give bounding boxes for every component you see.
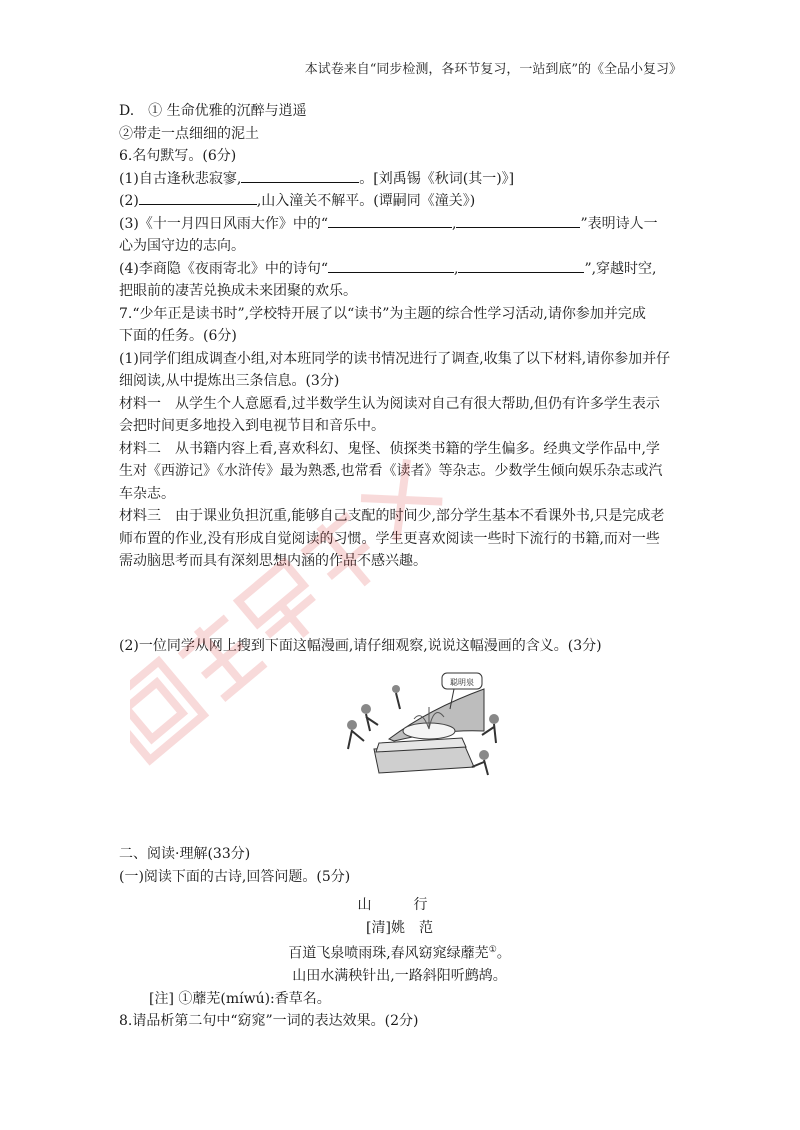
q7-material3-line3: 需动脑思考而具有深刻思想内涵的作品不感兴趣。: [119, 553, 427, 569]
poem-note: [注] ①蘼芜(míwú):香草名。: [149, 990, 331, 1007]
q7-material2-line3: 车杂志。: [119, 485, 175, 502]
q6-item-3-comma: ,: [452, 215, 457, 232]
q6-item-4: [119, 258, 680, 281]
q6-item-2-text: ,山入潼关不解平。(谭嗣同《潼关》): [256, 193, 476, 209]
section2-part1-intro: (一)阅读下面的古诗,回答问题。(5分): [119, 868, 351, 885]
q6-item-2-num: (2): [119, 193, 139, 209]
q6-item-4-cont: 把眼前的凄苦兑换成未来团聚的欢乐。: [119, 283, 357, 299]
poem-title: 山 行: [357, 897, 442, 913]
q7-material3-line1: 材料三 由于课业负担沉重,能够自己支配的时间少,部分学生基本不看课外书,只是完成老: [119, 508, 665, 524]
q6-item-3: [119, 213, 680, 236]
q7-task1-line2: 细阅读,从中提炼出三条信息。(3分): [119, 373, 340, 389]
q7-material3-line2: 师布置的作业,没有形成自觉阅读的习惯。学生更喜欢阅读一些时下流行的书籍,而对一些: [119, 530, 660, 547]
q6-blank-3b[interactable]: [456, 213, 580, 228]
poem-author: [清]姚 范: [366, 919, 433, 936]
q5-option-d-line2: ②带走一点细细的泥土: [119, 125, 259, 142]
q7-title-line1: 7.“少年正是读书时”,学校特开展了以“读书”为主题的综合性学习活动,请你参加并完成: [119, 305, 646, 322]
q6-blank-3a[interactable]: [328, 213, 452, 228]
poem-line-2: 山田水满秧针出,一路斜阳听鹧鸪。: [292, 968, 507, 985]
q6-item-1-text: (1)自古逢秋悲寂寥,: [119, 170, 242, 187]
poem-footnote-mark: ①: [488, 945, 497, 955]
q7-material2-line1: 材料二 从书籍内容上看,喜欢科幻、鬼怪、侦探类书籍的学生偏多。经典文学作品中,学: [119, 440, 660, 457]
q6-item-3-tail: ”表明诗人一: [580, 215, 658, 232]
q6-blank-2[interactable]: [139, 190, 257, 205]
cartoon-image: [334, 669, 514, 779]
q6-item-3-cont: 心为国守边的志向。: [119, 238, 245, 254]
section2-heading: 二、阅读·理解(33分): [119, 846, 251, 862]
exam-body: [119, 100, 680, 1033]
q7-material1-line1: 材料一 从学生个人意愿看,过半数学生认为阅读对自己有很大帮助,但仍有许多学生表示: [119, 395, 660, 412]
q5-option-d-line1: D. ① 生命优雅的沉醉与逍遥: [119, 103, 307, 119]
q6-blank-4b[interactable]: [458, 258, 584, 273]
poem-line-1-text: 百道飞泉喷雨珠,春风窈窕绿蘼芜: [288, 945, 489, 962]
q7-title-line2: 下面的任务。(6分): [119, 328, 237, 344]
q6-blank-1[interactable]: [241, 168, 359, 183]
poem-line-1-end: 。: [496, 945, 511, 962]
cartoon-drawing: [334, 669, 514, 779]
q6-item-4-tail: ”,穿越时空,: [584, 260, 657, 277]
q8-question: 8.请品析第二句中“窈窕”一词的表达效果。(2分): [119, 1013, 419, 1030]
q6-blank-4a[interactable]: [328, 258, 454, 273]
q6-item-2: [119, 190, 680, 213]
q6-title: 6.名句默写。(6分): [119, 148, 237, 164]
q7-task2: (2)一位同学从网上搜到下面这幅漫画,请仔细观察,说说这幅漫画的含义。(3分): [119, 637, 602, 654]
cartoon-sign-text: 聪明泉: [450, 678, 474, 687]
q7-material1-line2: 会把时间更多地投入到电视节目和音乐中。: [119, 418, 385, 434]
q6-item-4-text: (4)李商隐《夜雨寄北》中的诗句“: [119, 260, 328, 277]
page-header: 本试卷来自“同步检测，各环节复习，一站到底”的《全品小复习》: [304, 62, 682, 77]
poem-line-1: [119, 939, 680, 965]
q7-material2-line2: 生对《西游记》《水浒传》最为熟悉,也常看《读者》等杂志。少数学生倾向娱乐杂志或汽: [119, 463, 663, 479]
q6-item-4-comma: ,: [454, 260, 459, 277]
q6-item-1: [119, 168, 680, 191]
q6-item-3-text: (3)《十一月四日风雨大作》中的“: [119, 215, 328, 232]
q7-task1-line1: (1)同学们组成调查小组,对本班同学的读书情况进行了调查,收集了以下材料,请你参加并仔: [119, 350, 671, 367]
q6-item-1-source: 。[刘禹锡《秋词(其一)》]: [359, 170, 515, 187]
